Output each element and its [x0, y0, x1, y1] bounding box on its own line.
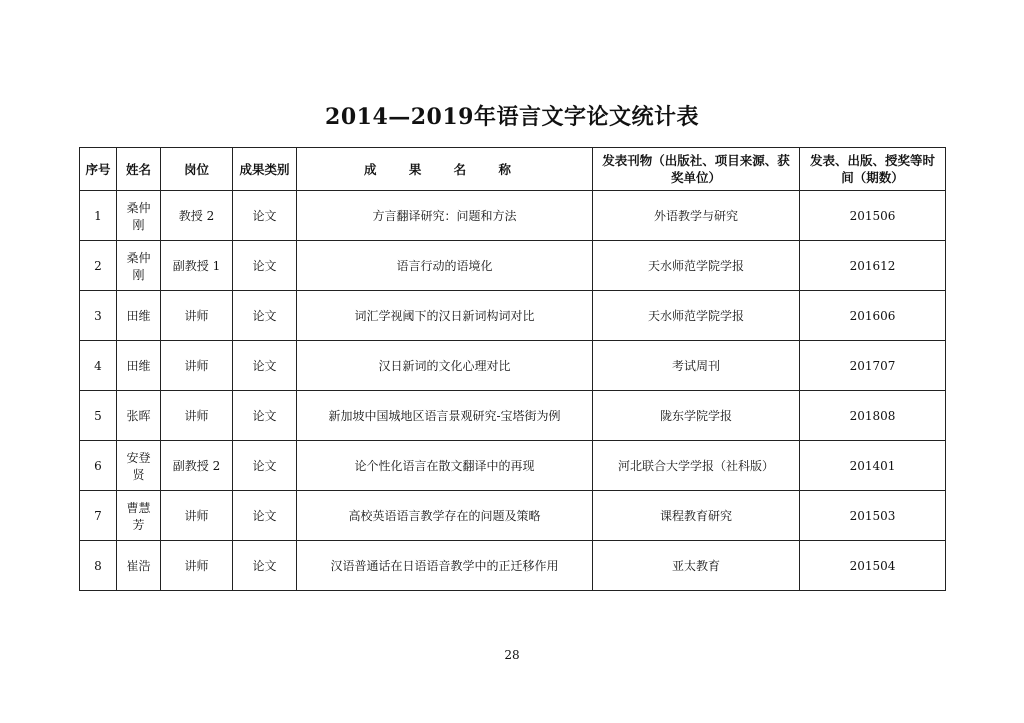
table-row	[80, 541, 946, 591]
cell-author: 崔浩	[117, 541, 161, 591]
cell-index: 8	[80, 541, 117, 591]
cell-category: 论文	[233, 341, 297, 391]
cell-achievement-name: 汉日新词的文化心理对比	[297, 341, 593, 391]
table-row	[80, 441, 946, 491]
cell-publisher: 亚太教育	[593, 541, 800, 591]
cell-index: 5	[80, 391, 117, 441]
table-row	[80, 291, 946, 341]
page-title: 2014—2019年语言文字论文统计表	[325, 104, 699, 130]
table-body	[80, 191, 946, 591]
cell-category: 论文	[233, 241, 297, 291]
cell-date: 201504	[800, 541, 946, 591]
table-header-row	[80, 148, 946, 191]
cell-achievement-name: 高校英语语言教学存在的问题及策略	[297, 491, 593, 541]
cell-position: 教授 2	[161, 191, 233, 241]
table-row	[80, 391, 946, 441]
cell-date: 201503	[800, 491, 946, 541]
header-achievement-name-label: 成 果 名 称	[363, 161, 526, 177]
cell-index: 3	[80, 291, 117, 341]
cell-date: 201707	[800, 341, 946, 391]
cell-position: 讲师	[161, 541, 233, 591]
header-index: 序号	[80, 148, 117, 191]
cell-publisher: 河北联合大学学报（社科版）	[593, 441, 800, 491]
cell-author: 田维	[117, 291, 161, 341]
table-row	[80, 191, 946, 241]
cell-author: 桑仲刚	[117, 241, 161, 291]
statistics-table	[79, 147, 946, 591]
cell-position: 副教授 1	[161, 241, 233, 291]
cell-achievement-name: 新加坡中国城地区语言景观研究-宝塔街为例	[297, 391, 593, 441]
cell-author: 安登贤	[117, 441, 161, 491]
cell-publisher: 天水师范学院学报	[593, 241, 800, 291]
cell-achievement-name: 论个性化语言在散文翻译中的再现	[297, 441, 593, 491]
cell-achievement-name: 方言翻译研究：问题和方法	[297, 191, 593, 241]
table-row	[80, 491, 946, 541]
cell-index: 1	[80, 191, 117, 241]
cell-position: 讲师	[161, 341, 233, 391]
cell-publisher: 陇东学院学报	[593, 391, 800, 441]
cell-category: 论文	[233, 441, 297, 491]
page-number: 28	[504, 648, 520, 662]
cell-index: 6	[80, 441, 117, 491]
cell-position: 讲师	[161, 491, 233, 541]
cell-index: 2	[80, 241, 117, 291]
cell-date: 201506	[800, 191, 946, 241]
table-row	[80, 241, 946, 291]
header-author: 姓名	[117, 148, 161, 191]
cell-category: 论文	[233, 391, 297, 441]
header-achievement-name	[297, 148, 593, 191]
cell-position: 讲师	[161, 291, 233, 341]
cell-achievement-name: 词汇学视阈下的汉日新词构词对比	[297, 291, 593, 341]
header-date: 发表、出版、授奖等时间（期数）	[800, 148, 946, 191]
header-category: 成果类别	[233, 148, 297, 191]
cell-publisher: 天水师范学院学报	[593, 291, 800, 341]
cell-achievement-name: 语言行动的语境化	[297, 241, 593, 291]
table-row	[80, 341, 946, 391]
cell-date: 201808	[800, 391, 946, 441]
cell-author: 田维	[117, 341, 161, 391]
cell-achievement-name: 汉语普通话在日语语音教学中的正迁移作用	[297, 541, 593, 591]
cell-category: 论文	[233, 191, 297, 241]
cell-date: 201612	[800, 241, 946, 291]
cell-publisher: 课程教育研究	[593, 491, 800, 541]
cell-category: 论文	[233, 291, 297, 341]
cell-position: 副教授 2	[161, 441, 233, 491]
header-position: 岗位	[161, 148, 233, 191]
cell-author: 桑仲刚	[117, 191, 161, 241]
cell-index: 7	[80, 491, 117, 541]
cell-publisher: 外语教学与研究	[593, 191, 800, 241]
header-publisher: 发表刊物（出版社、项目来源、获奖单位）	[593, 148, 800, 191]
cell-index: 4	[80, 341, 117, 391]
cell-position: 讲师	[161, 391, 233, 441]
cell-author: 曹慧芳	[117, 491, 161, 541]
cell-category: 论文	[233, 541, 297, 591]
cell-date: 201401	[800, 441, 946, 491]
cell-date: 201606	[800, 291, 946, 341]
cell-author: 张晖	[117, 391, 161, 441]
cell-category: 论文	[233, 491, 297, 541]
cell-publisher: 考试周刊	[593, 341, 800, 391]
